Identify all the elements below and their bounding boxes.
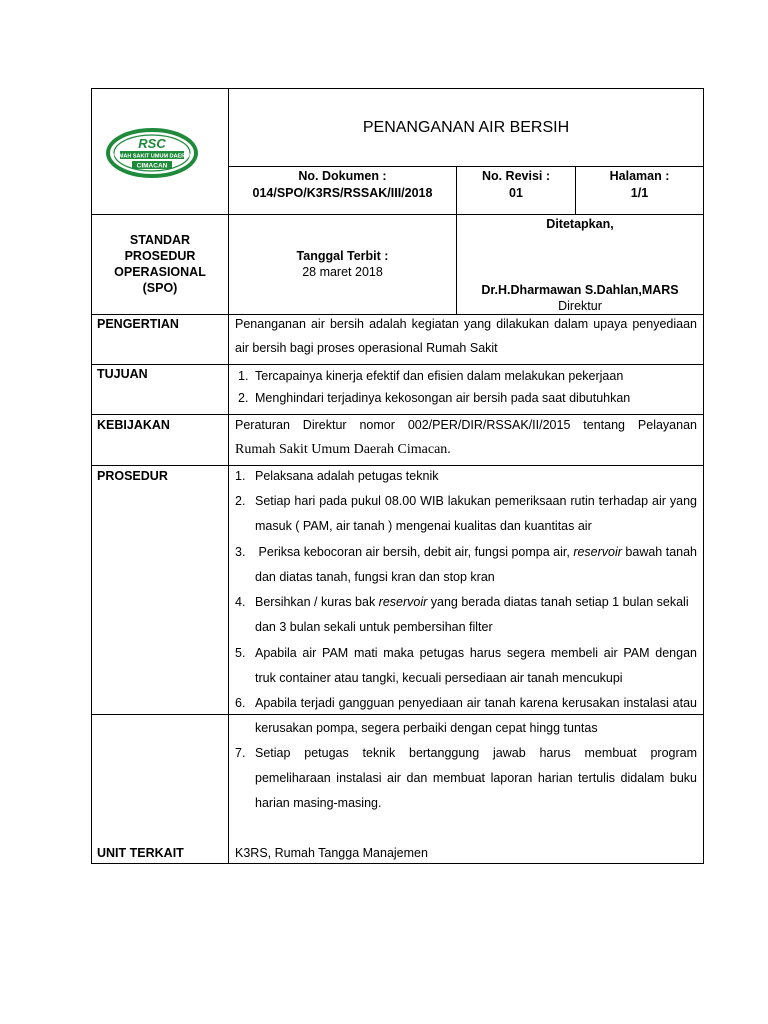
prosedur-item-5-line-2: truk container atau tangki, kecuali persediaan air tanah mencukupi xyxy=(255,671,623,685)
prosedur-item-7-line-2: pemeliharaan instalasi air dan membuat laporan harian tertulis didalam buku xyxy=(255,771,697,785)
section-label-pengertian: PENGERTIAN xyxy=(97,317,179,331)
document-title: PENANGANAN AIR BERSIH xyxy=(362,119,570,136)
issue-date-label: Tanggal Terbit : xyxy=(296,249,389,263)
page-label: Halaman : xyxy=(609,169,670,183)
tujuan-item: Menghindari terjadinya kekosongan air bersih pada saat dibutuhkan xyxy=(255,391,631,405)
issue-date-value: 28 maret 2018 xyxy=(302,265,383,279)
approval-label: Ditetapkan, xyxy=(546,217,614,231)
prosedur-item-4-line-2: dan 3 bulan sekali untuk pembersihan filter xyxy=(255,620,493,634)
text-segment: bawah tanah xyxy=(621,545,697,559)
spo-line-4: (SPO) xyxy=(142,281,178,295)
svg-text:CIMACAN: CIMACAN xyxy=(136,162,168,170)
svg-text:RSC: RSC xyxy=(138,136,166,151)
prosedur-item-6-line-2: kerusakan pompa, segera perbaiki dengan cepat hingg tuntas xyxy=(255,721,598,735)
prosedur-item-3-line-2: dan diatas tanah, fungsi kran dan stop kran xyxy=(255,570,495,584)
hospital-logo xyxy=(106,128,198,178)
prosedur-number: 1. xyxy=(235,469,246,483)
prosedur-item-2-line-2: masuk ( PAM, air tanah ) mengenai kualitas dan kuantitas air xyxy=(255,519,592,533)
prosedur-item-2-line-1: Setiap hari pada pukul 08.00 WIB lakukan pemeriksaan rutin terhadap air yang xyxy=(255,494,697,508)
text-segment: yang berada diatas tanah setiap 1 bulan sekali xyxy=(427,595,689,609)
prosedur-item-7-line-1: Setiap petugas teknik bertanggung jawab harus membuat program xyxy=(255,746,697,760)
spo-line-1: STANDAR xyxy=(129,233,191,247)
section-label-unit-terkait: UNIT TERKAIT xyxy=(97,846,184,860)
reservoir-term: reservoir xyxy=(573,545,622,559)
prosedur-number: 2. xyxy=(235,494,246,508)
prosedur-item-6-line-1: Apabila terjadi gangguan penyediaan air tanah karena kerusakan instalasi atau xyxy=(255,696,697,710)
reservoir-term: reservoir xyxy=(378,595,428,609)
prosedur-number: 7. xyxy=(235,746,246,760)
page-value: 1/1 xyxy=(630,186,649,200)
pengertian-line-2: air bersih bagi proses operasional Rumah Sakit xyxy=(235,341,498,355)
section-label-prosedur: PROSEDUR xyxy=(97,469,168,483)
text-segment: Bersihkan / kuras bak xyxy=(255,595,379,609)
prosedur-item-5-line-1: Apabila air PAM mati maka petugas harus segera membeli air PAM dengan xyxy=(255,646,697,660)
doc-number-label: No. Dokumen : xyxy=(298,169,387,183)
tujuan-number: 1. xyxy=(238,369,249,383)
section-label-kebijakan: KEBIJAKAN xyxy=(97,418,170,432)
section-label-tujuan: TUJUAN xyxy=(97,367,148,381)
pengertian-line-1: Penanganan air bersih adalah kegiatan yang dilakukan dalam upaya penyediaan xyxy=(235,317,697,331)
prosedur-item-1: Pelaksana adalah petugas teknik xyxy=(255,469,439,483)
prosedur-number: 5. xyxy=(235,646,246,660)
revision-value: 01 xyxy=(509,186,523,200)
signer-name: Dr.H.Dharmawan S.Dahlan,MARS xyxy=(481,283,679,297)
prosedur-item-7-line-3: harian masing-masing. xyxy=(255,796,382,810)
prosedur-number: 3. xyxy=(235,545,246,559)
signer-title: Direktur xyxy=(558,299,602,313)
spo-line-2: PROSEDUR xyxy=(124,249,196,263)
unit-terkait-value: K3RS, Rumah Tangga Manajemen xyxy=(235,846,428,860)
prosedur-number: 6. xyxy=(235,696,246,710)
prosedur-item-3-line-1 xyxy=(255,544,697,560)
svg-text:RUMAH SAKIT UMUM DAERAH: RUMAH SAKIT UMUM DAERAH xyxy=(110,153,194,160)
tujuan-item: Tercapainya kinerja efektif dan efisien dalam melakukan pekerjaan xyxy=(255,369,624,383)
prosedur-item-4-line-1 xyxy=(255,594,689,610)
kebijakan-line-1: Peraturan Direktur nomor 002/PER/DIR/RSSAK/II/2015 tentang Pelayanan xyxy=(235,418,697,432)
prosedur-number: 4. xyxy=(235,595,246,609)
text-segment: Periksa kebocoran air bersih, debit air, fungsi pompa air, xyxy=(258,545,574,559)
tujuan-number: 2. xyxy=(238,391,249,405)
spo-line-3: OPERASIONAL xyxy=(114,265,206,279)
kebijakan-line-2: Rumah Sakit Umum Daerah Cimacan. xyxy=(235,442,451,457)
revision-label: No. Revisi : xyxy=(481,169,551,183)
doc-number-value: 014/SPO/K3RS/RSSAK/III/2018 xyxy=(252,186,433,200)
